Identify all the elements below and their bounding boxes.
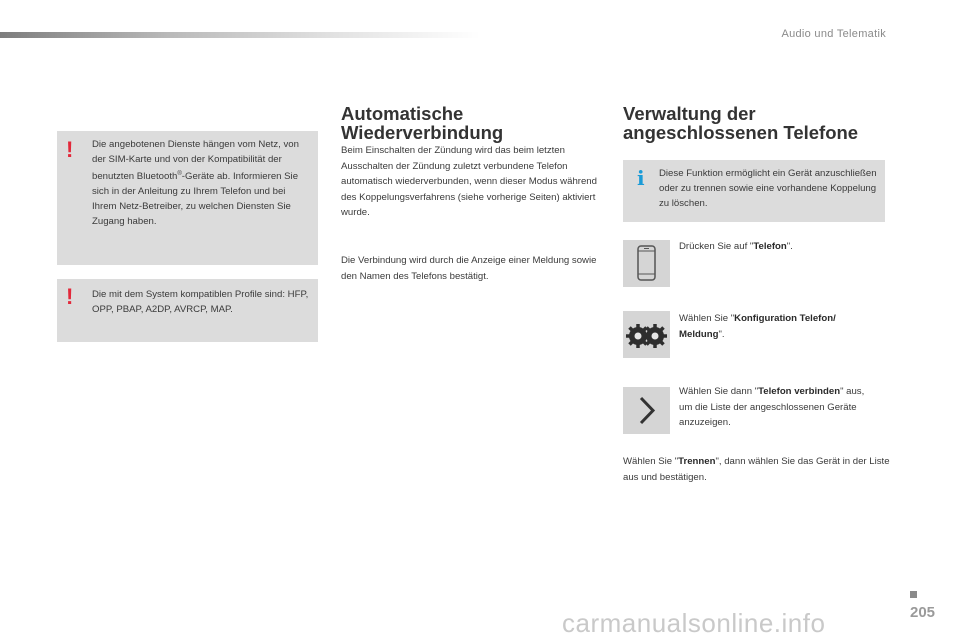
auto-reconnect-paragraph: Beim Einschalten der Zündung wird das beim letzten Ausschalten der Zündung zuletzt verbundene Telefon automatisch wiederverbunden, wenn dieser Modus während des Koppelungsverfahrens (siehe vorherige Seiten) aktiviert wurde. — [341, 145, 597, 218]
page-number: 205 — [910, 604, 936, 621]
warning-box-profiles — [57, 279, 318, 342]
info-icon: i — [637, 166, 645, 190]
step-press-telefon: Drücken Sie auf "Telefon". — [679, 241, 793, 252]
info-text: Diese Funktion ermöglicht ein Gerät anzuschließen oder zu trennen sowie eine vorhandene Koppelung zu löschen. — [659, 168, 877, 209]
telefon-button[interactable] — [623, 240, 670, 287]
auto-reconnect-heading: Automatische Wiederverbindung — [341, 103, 504, 143]
step-trennen: Wählen Sie "Trennen", dann wählen Sie das Gerät in der Liste aus und bestätigen. — [623, 456, 890, 483]
page-marker — [910, 591, 917, 598]
step-select-konfiguration: Wählen Sie "Konfiguration Telefon/ Meldung". — [679, 313, 836, 340]
header-gradient-bar — [0, 32, 480, 38]
konfiguration-button[interactable] — [623, 311, 670, 358]
warning-text-services: Die angebotenen Dienste hängen vom Netz, von der SIM-Karte und von der Kompatibilität der benutzten Bluetooth®-Geräte ab. Informieren Sie sich in der Anleitung zu Ihrem Telefon und bei Ihrem Netz-Betreiber, zu welchen Diensten Sie Zugang haben. — [92, 139, 299, 228]
next-button[interactable] — [623, 387, 670, 434]
chevron-right-icon — [623, 387, 670, 434]
warning-box-services — [57, 131, 318, 265]
exclamation-icon: ! — [66, 284, 74, 309]
gears-icon — [623, 311, 670, 358]
info-box — [623, 160, 885, 222]
smartphone-icon — [623, 240, 670, 287]
exclamation-icon: ! — [66, 137, 74, 162]
connection-confirm-paragraph: Die Verbindung wird durch die Anzeige einer Meldung sowie den Namen des Telefons bestätigt. — [341, 255, 597, 282]
watermark: carmanualsonline.info — [562, 608, 826, 638]
step-telefon-verbinden: Wählen Sie dann "Telefon verbinden" aus, um die Liste der angeschlossenen Geräte anzuzeigen. — [679, 386, 865, 428]
warning-text-profiles: Die mit dem System kompatiblen Profile sind: HFP, OPP, PBAP, A2DP, AVRCP, MAP. — [92, 289, 309, 315]
section-title: Audio und Telematik — [781, 28, 886, 40]
manage-phones-heading: Verwaltung der angeschlossenen Telefone — [623, 103, 859, 143]
